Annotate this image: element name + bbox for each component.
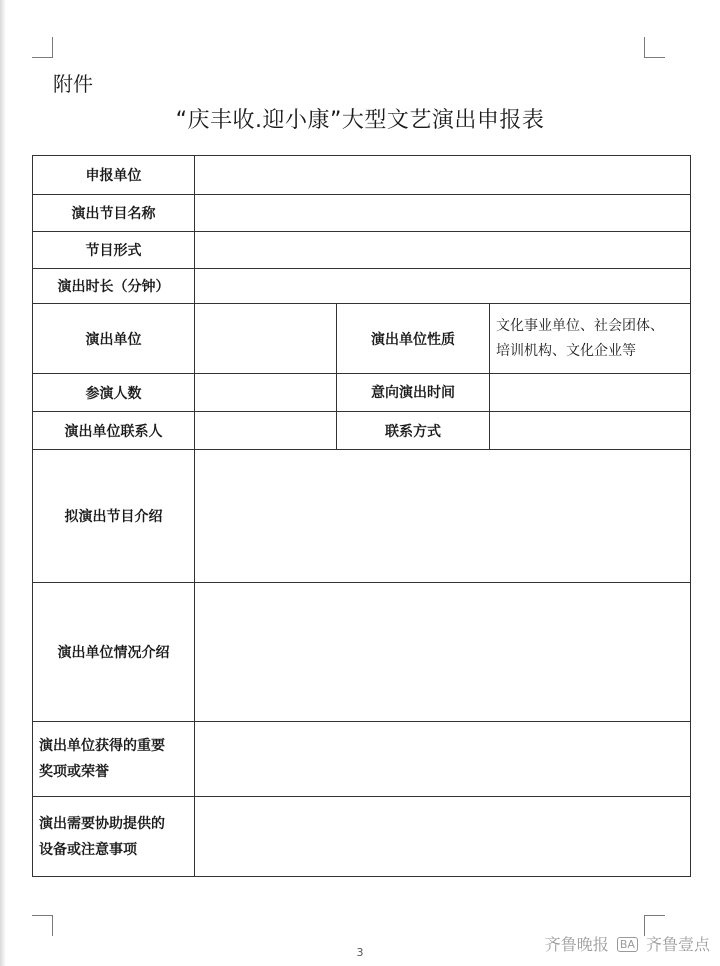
label-contact-method: 联系方式 — [337, 412, 490, 450]
form-row-program-intro — [33, 450, 691, 583]
unit-nature-hint-line1: 文化事业单位、社会团体、 — [496, 317, 664, 334]
form-row-applicant — [33, 156, 691, 195]
label-equipment-line2: 设备或注意事项 — [39, 841, 137, 858]
form-row-program-name — [33, 195, 691, 232]
watermark-badge: BA — [617, 937, 638, 952]
unit-nature-hint-line2: 培训机构、文化企业等 — [496, 342, 636, 359]
label-awards — [33, 722, 195, 797]
page-number: 3 — [356, 946, 364, 959]
label-participants: 参演人数 — [33, 374, 195, 412]
form-row-participants — [33, 374, 691, 412]
watermark-text-2: 齐鲁壹点 — [645, 935, 710, 954]
form-row-equipment — [33, 797, 691, 877]
field-performing-unit[interactable] — [195, 304, 337, 374]
label-applicant-unit: 申报单位 — [33, 156, 195, 195]
label-program-intro: 拟演出节目介绍 — [33, 450, 195, 583]
field-applicant-unit[interactable] — [195, 156, 691, 195]
crop-mark-bottom-left — [32, 915, 53, 936]
watermark — [545, 932, 710, 955]
field-participants[interactable] — [195, 374, 337, 412]
field-contact-person[interactable] — [195, 412, 337, 450]
form-row-unit-intro — [33, 583, 691, 722]
label-awards-line2: 奖项或荣誉 — [39, 764, 109, 780]
document-title: “庆丰收.迎小康”大型文艺演出申报表 — [175, 108, 545, 133]
label-intended-time: 意向演出时间 — [337, 374, 490, 412]
attachment-label: 附件 — [53, 72, 93, 96]
label-unit-intro: 演出单位情况介绍 — [33, 583, 195, 722]
label-equipment-line1: 演出需要协助提供的 — [39, 815, 165, 832]
field-unit-intro[interactable] — [195, 583, 691, 722]
label-contact-person: 演出单位联系人 — [33, 412, 195, 450]
label-program-name: 演出节目名称 — [33, 195, 195, 232]
label-duration: 演出时长（分钟） — [33, 269, 195, 304]
field-program-intro[interactable] — [195, 450, 691, 583]
label-equipment — [33, 797, 195, 877]
field-equipment[interactable] — [195, 797, 691, 877]
watermark-text-1: 齐鲁晚报 — [544, 935, 609, 954]
field-awards[interactable] — [195, 722, 691, 797]
form-row-awards — [33, 722, 691, 797]
page-edge — [0, 0, 6, 966]
field-program-name[interactable] — [195, 195, 691, 232]
field-contact-method[interactable] — [490, 412, 691, 450]
form-row-contact — [33, 412, 691, 450]
label-program-form: 节目形式 — [33, 232, 195, 269]
field-intended-time[interactable] — [490, 374, 691, 412]
label-unit-nature: 演出单位性质 — [337, 304, 490, 374]
crop-mark-top-left — [32, 37, 53, 58]
field-duration[interactable] — [195, 269, 691, 304]
form-row-performing-unit — [33, 304, 691, 374]
crop-mark-top-right — [644, 37, 665, 58]
field-program-form[interactable] — [195, 232, 691, 269]
label-awards-line1: 演出单位获得的重要 — [39, 738, 165, 754]
field-unit-nature[interactable] — [490, 304, 691, 374]
label-performing-unit: 演出单位 — [33, 304, 195, 374]
form-row-duration — [33, 269, 691, 304]
form-row-program-form — [33, 232, 691, 269]
application-form-table — [32, 155, 691, 877]
